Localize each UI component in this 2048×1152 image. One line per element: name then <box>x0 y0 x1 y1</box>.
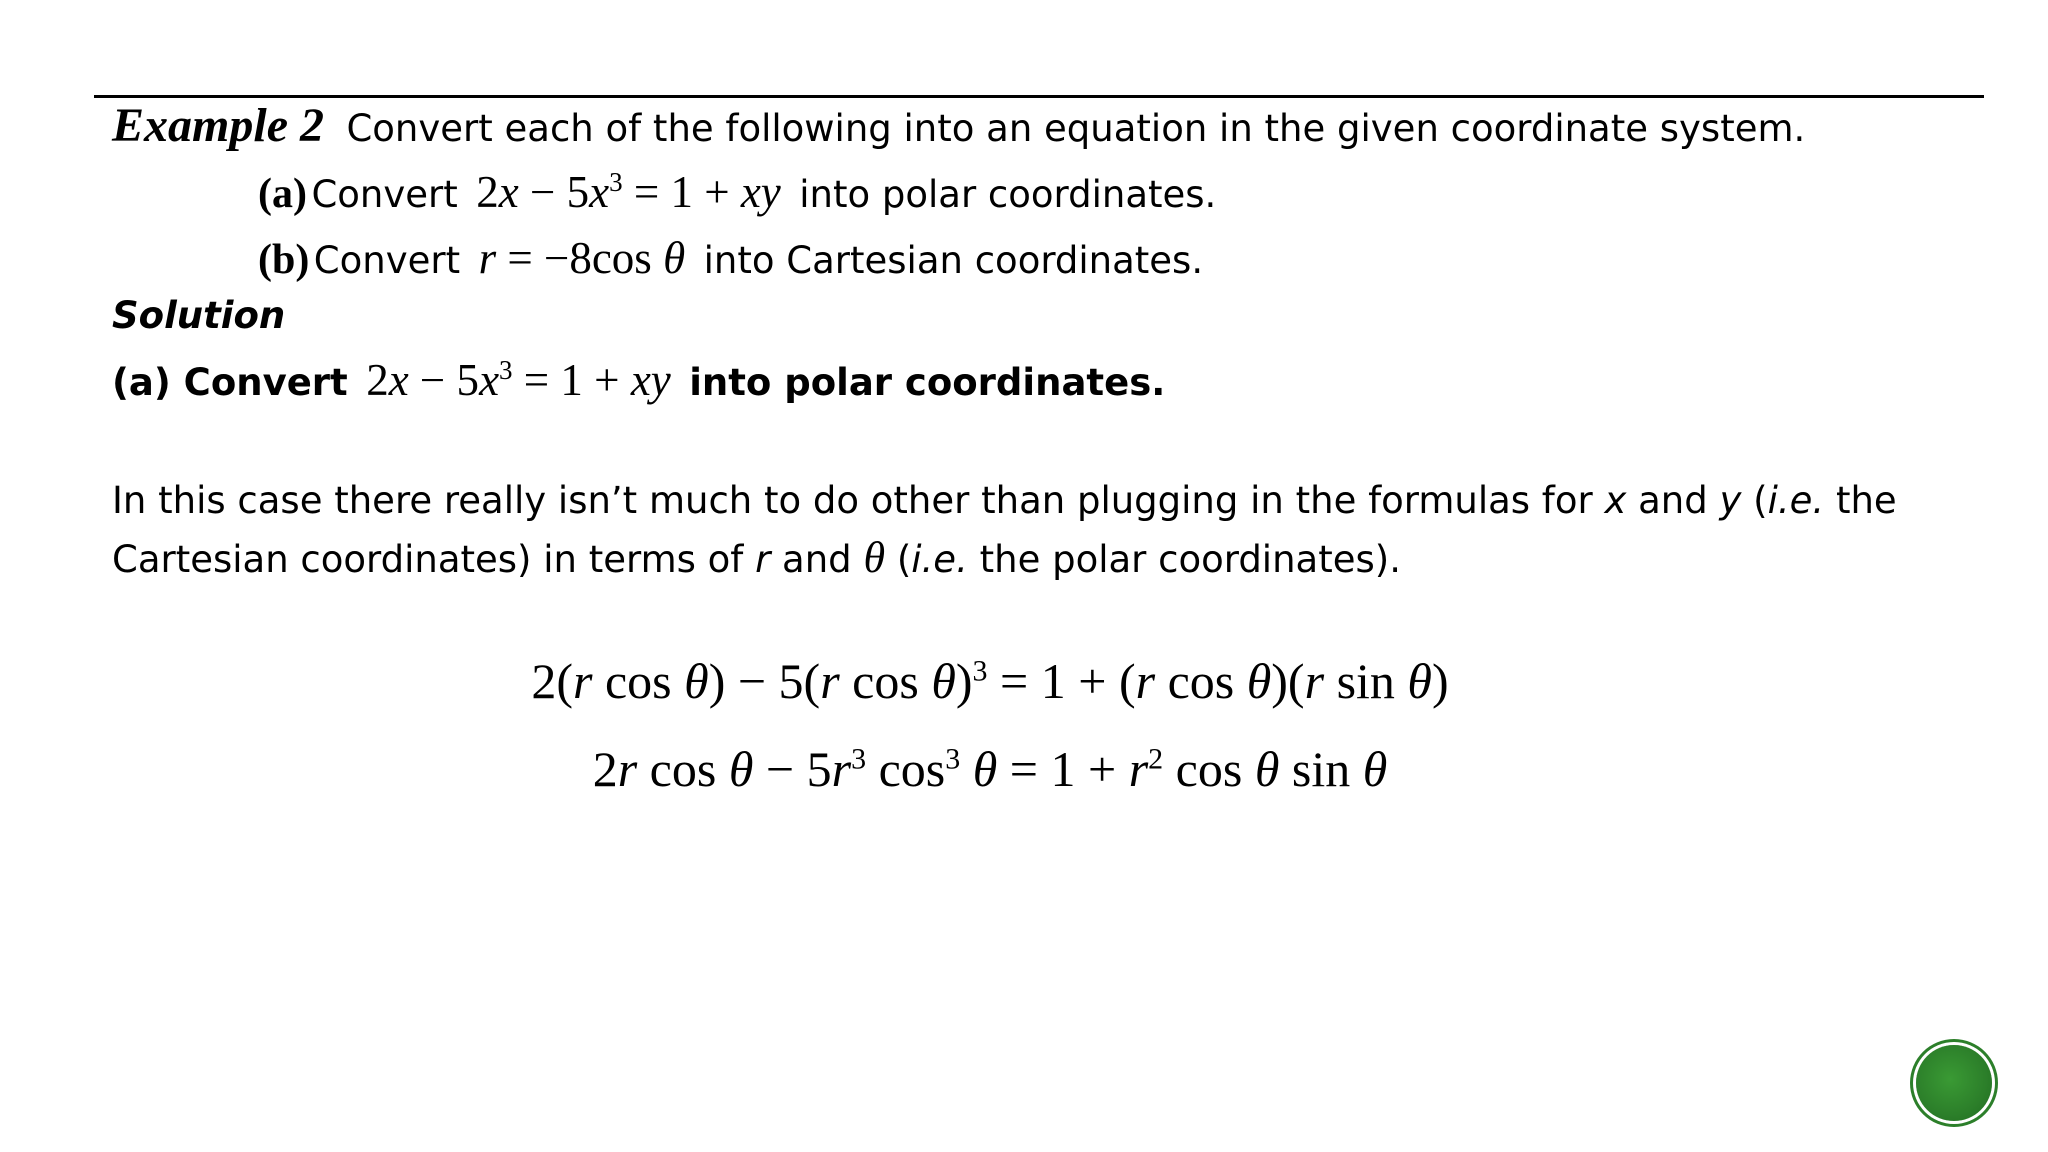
solution-heading-equation: $2x - 5x^3 = 1$ + xy <box>366 355 671 405</box>
solution-heading <box>112 354 1165 406</box>
solution-paragraph <box>112 472 1897 588</box>
part-b-pre: Convert <box>313 239 461 282</box>
example-instruction: Convert each of the following into an equation in the given coordinate system. <box>346 107 1806 150</box>
paragraph-line-1: In this case there really isn’t much to do other than plugging in the formulas for x and y (i.e. the <box>112 479 1897 522</box>
solution-heading-post: into polar coordinates. <box>689 361 1166 404</box>
part-a-pre: Convert <box>311 173 458 216</box>
solution-heading-label: (a) Convert <box>112 361 348 404</box>
part-b-equation: r = −8cos θ <box>478 233 686 283</box>
part-b-label: (b) <box>258 237 310 283</box>
solution-label-line <box>112 294 285 337</box>
part-a-label: (a) <box>258 171 307 217</box>
part-b <box>258 232 1203 284</box>
equation-2: 2r $\cos \theta - 5r^3$ $\cos^3 \theta = 1 + r^2$ cos θ sin θ <box>592 741 1388 797</box>
part-b-post: into Cartesian coordinates. <box>703 239 1204 282</box>
part-a <box>258 166 1216 218</box>
example-title: Example 2 <box>112 99 324 152</box>
green-circle-logo-icon <box>1916 1045 1992 1121</box>
solution-label: Solution <box>112 294 286 337</box>
example-header <box>112 98 1805 153</box>
part-a-equation: $2x - 5x^3 = 1$ + xy <box>476 167 781 217</box>
paragraph-line-2: Cartesian coordinates) in terms of r and θ (i.e. the polar coordinates). <box>112 533 1401 582</box>
part-a-post: into polar coordinates. <box>799 173 1217 216</box>
equation-1: 2(r cos θ) − 5(r cos θ)$^3$ = 1 + (r cos θ)(r sin θ) <box>531 653 1449 709</box>
